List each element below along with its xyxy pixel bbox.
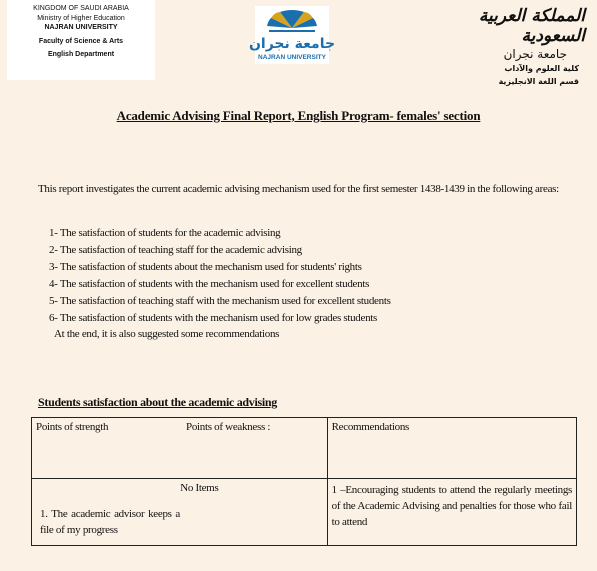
kingdom-label: KINGDOM OF SAUDI ARABIA — [33, 5, 129, 12]
list-item: 3- The satisfaction of students about the mechanism used for students' rights — [49, 261, 362, 273]
list-item: 5- The satisfaction of teaching staff with the mechanism used for excellent students — [49, 295, 391, 307]
logo-english-name: NAJRAN UNIVERSITY — [258, 54, 326, 61]
section-heading: Students satisfaction about the academic advising — [38, 395, 277, 409]
closing-sentence: At the end, it is also suggested some recommendations — [54, 328, 280, 340]
list-item: 6- The satisfaction of students with the mechanism used for low grades students — [49, 312, 378, 324]
column-header-weakness: Points of weakness : — [186, 421, 271, 433]
strength-item: 1. The academic advisor keeps a file of my progress — [40, 508, 180, 536]
advising-table — [31, 417, 577, 546]
arabic-university-label: جامعة نجران — [503, 47, 567, 61]
report-title: Academic Advising Final Report, English Program- females' section — [116, 108, 481, 123]
intro-paragraph: This report investigates the current academic advising mechanism used for the first semester 1438-1439 in the following areas: — [38, 183, 559, 195]
column-header-recommendations: Recommendations — [327, 418, 576, 479]
header-left-block — [7, 0, 155, 80]
header-right-block — [445, 6, 585, 88]
no-items-label: No Items — [180, 482, 219, 494]
table-header-row — [32, 418, 577, 479]
department-label: English Department — [47, 51, 115, 58]
arabic-kingdom-label: المملكة العربية السعودية — [478, 6, 585, 46]
table-cell — [32, 418, 328, 479]
list-item: 2- The satisfaction of teaching staff for the academic advising — [49, 244, 302, 256]
list-item: 1- The satisfaction of students for the academic advising — [49, 227, 281, 239]
table-row — [32, 479, 577, 546]
list-item: 4- The satisfaction of students with the mechanism used for excellent students — [49, 278, 370, 290]
arabic-department-label: قسم اللغة الانجليزية — [498, 77, 579, 86]
logo-arabic-name: جامعة نجران — [248, 36, 336, 52]
recommendation-item: 1 –Encouraging students to attend the regularly meetings of the Academic Advising and penalties for those who fail to attend — [327, 479, 576, 546]
column-header-strength: Points of strength — [36, 421, 109, 433]
university-label: NAJRAN UNIVERSITY — [44, 24, 118, 31]
najran-university-logo — [248, 6, 336, 64]
arabic-faculty-label: كلية العلوم والآداب — [504, 64, 579, 73]
ministry-label: Ministry of Higher Education — [37, 14, 125, 22]
table-cell — [32, 479, 328, 546]
faculty-label: Faculty of Science & Arts — [38, 37, 124, 45]
areas-list — [49, 225, 569, 327]
